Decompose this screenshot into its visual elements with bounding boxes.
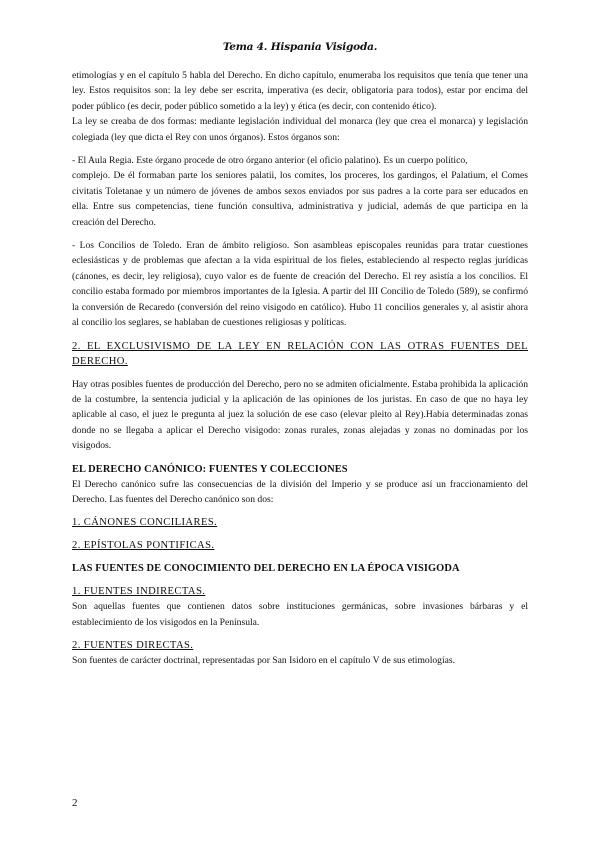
section-heading-exclusivismo: 2. EL EXCLUSIVISMO DE LA LEY EN RELACIÓN CON LAS OTRAS FUENTES DEL DERECHO. <box>72 340 528 367</box>
paragraph-fuentes-indirectas: Son aquellas fuentes que contienen datos sobre instituciones germánicas, sobre invasiones bárbaras y el establecimiento de los visigodos en la Península. <box>72 601 528 628</box>
subheading-epistolas-pontificas: 2. EPÍSTOLAS PONTIFICAS. <box>72 540 215 552</box>
paragraph-aula-regia-detail: complejo. De él formaban parte los seniores palatii, los comites, los proceres, los gardingos, el Palatium, el Comes civitatis Toletanae y un número de jóvenes de ambos sexos enviados por sus padres a la corte para ser educados en ella. Entre sus competencias, tiene función consultiva, administrativa y judicial, además de que participa en la creación del Derecho. <box>72 170 528 228</box>
paragraph-aula-regia-intro: - El Aula Regia. Este órgano procede de otro órgano anterior (el oficio palatino). Es un cuerpo político, <box>72 155 468 167</box>
paragraph-fuentes-directas: Son fuentes de carácter doctrinal, representadas por San Isidoro en el capítulo V de sus etimologías. <box>72 655 456 667</box>
document-body <box>72 68 528 669</box>
paragraph-ley-formas: La ley se creaba de dos formas: mediante legislación individual del monarca (ley que crea el monarca) y legislación colegiada (ley que dicta el Rey con unos órganos). Estos órganos son: <box>72 116 528 143</box>
section-heading-derecho-canonico: EL DERECHO CANÓNICO: FUENTES Y COLECCIONES <box>72 463 348 475</box>
paragraph-concilios-toledo: - Los Concilios de Toledo. Eran de ámbito religioso. Son asambleas episcopales reunidas para tratar cuestiones eclesiásticas y de problemas que afectan a la vida espiritual de los fieles, estableciendo al respecto reglas jurídicas (cánones, es decir, ley religiosa), cuyo valor es de fuente de creación del Derecho. El rey asistía a los concilios. El concilio estaba formado por miembros importantes de la Iglesia. A partir del III Concilio de Toledo (589), se confirmó la conversión de Recaredo (conversión del reino visigodo en católico). Hubo 11 concilios generales y, al asistir ahora al concilio los seglares, se hablaban de cuestiones religiosas y políticas. <box>72 240 528 329</box>
page-header-title: Tema 4. Hispania Visigoda. <box>222 41 378 53</box>
paragraph-derecho-canonico: El Derecho canónico sufre las consecuencias de la división del Imperio y se produce así un fraccionamiento del Derecho. Las fuentes del Derecho canónico son dos: <box>72 478 528 505</box>
subheading-fuentes-directas: 2. FUENTES DIRECTAS. <box>72 640 194 652</box>
paragraph-otras-fuentes: Hay otras posibles fuentes de producción del Derecho, pero no se admiten oficialmente. Estaba prohibida la aplicación de la costumbre, la sentencia judicial y la aplicación de las opiniones de los juristas. En caso de que no haya ley aplicable al caso, el juez le pregunta al juez la solución de ese caso (elevar pleito al Rey).Había determinadas zonas donde no se llegaba a aplicar el Derecho visigodo: zonas rurales, zonas alejadas y zonas no dominadas por los visigodos. <box>72 378 528 452</box>
section-heading-fuentes-conocimiento: LAS FUENTES DE CONOCIMIENTO DEL DERECHO EN LA ÉPOCA VISIGODA <box>72 563 460 575</box>
subheading-canones-conciliares: 1. CÁNONES CONCILIARES. <box>72 517 218 529</box>
subheading-fuentes-indirectas: 1. FUENTES INDIRECTAS. <box>72 586 206 598</box>
paragraph-etimologias: etimologías y en el capítulo 5 habla del Derecho. En dicho capítulo, enumeraba los requisitos que tenía que tener una ley. Estos requisitos son: la ley debe ser escrita, imperativa (es decir, obligatoria para todos), estar por encima del poder público (es decir, poder público sometido a la ley) y ética (es decir, con contenido ético). <box>72 70 528 112</box>
page-number: 2 <box>72 797 78 809</box>
